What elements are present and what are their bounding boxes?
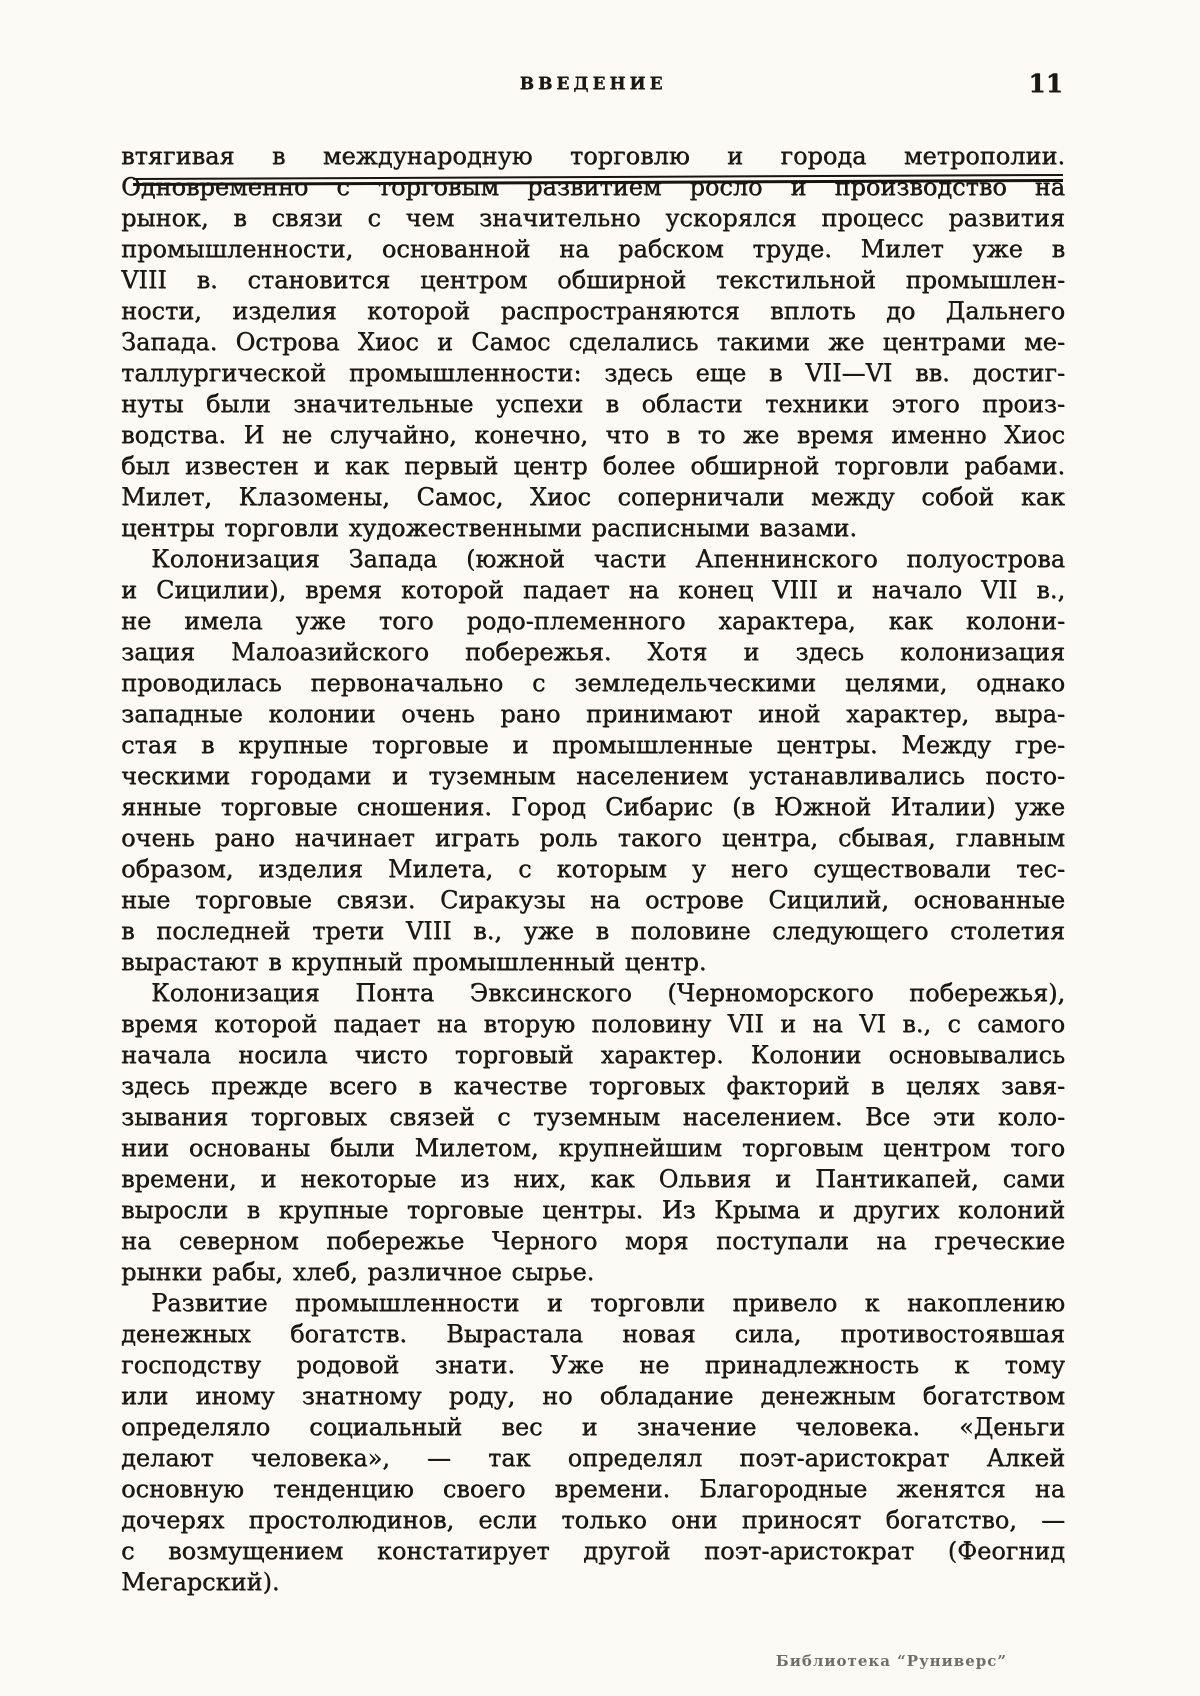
text-line: проводилась первоначально с земледельческими целями, однако — [121, 669, 1065, 697]
text-line: стая в крупные торговые и промышленные центры. Между гре- — [121, 731, 1065, 759]
text-line: рынок, в связи с чем значительно ускорялся процесс развития — [121, 204, 1065, 232]
text-line: VIII в. становится центром обширной текстильной промышлен- — [121, 266, 1065, 294]
text-line: время которой падает на вторую половину VII и на VI в., с самого — [121, 1010, 1065, 1038]
text-line: ности, изделия которой распространяются вплоть до Дальнего — [121, 297, 1065, 325]
page-body — [121, 141, 1065, 1598]
text-line: ческими городами и туземным населением устанавливались посто- — [121, 762, 1065, 790]
text-line: очень рано начинает играть роль такого центра, сбывая, главным — [121, 824, 1065, 852]
text-line: западные колонии очень рано принимают иной характер, выра- — [121, 700, 1065, 728]
text-line: выросли в крупные торговые центры. Из Крыма и других колоний — [121, 1196, 1065, 1224]
text-line: нии основаны были Милетом, крупнейшим торговым центром того — [121, 1134, 1065, 1162]
text-line: на северном побережье Черного моря поступали на греческие — [121, 1227, 1065, 1255]
running-head-title: ВВЕДЕНИЕ — [519, 74, 667, 94]
text-line: времени, и некоторые из них, как Ольвия и Пантикапей, сами — [121, 1165, 1065, 1193]
paragraph-2 — [121, 544, 1065, 978]
text-line: или иному знатному роду, но обладание денежным богатством — [121, 1382, 1065, 1410]
text-line: промышленности, основанной на рабском труде. Милет уже в — [121, 235, 1065, 263]
text-line: центры торговли художественными расписными вазами. — [121, 514, 857, 542]
text-line: нуты были значительные успехи в области техники этого произ- — [121, 390, 1065, 418]
text-line: не имела уже того родо-племенного характера, как колони- — [121, 607, 1065, 635]
paragraph-4 — [121, 1288, 1065, 1598]
text-line: с возмущением констатирует другой поэт-аристократ (Феогнид — [121, 1537, 1065, 1565]
library-watermark: Библиотека “Руниверс” — [775, 1652, 1007, 1670]
text-line: ные торговые связи. Сиракузы на острове Сицилий, основанные — [121, 886, 1065, 914]
text-line: Милет, Клазомены, Самос, Хиос соперничали между собой как — [121, 483, 1065, 511]
text-line: Запада. Острова Хиос и Самос сделались такими же центрами ме- — [121, 328, 1065, 356]
text-line: в последней трети VIII в., уже в половине следующего столетия — [121, 917, 1065, 945]
paragraph-3 — [121, 978, 1065, 1288]
text-line: был известен и как первый центр более обширной торговли рабами. — [121, 452, 1065, 480]
page-number: 11 — [1028, 69, 1063, 98]
text-line: Развитие промышленности и торговли привело к накоплению — [151, 1289, 1065, 1317]
text-line: дочерях простолюдинов, если только они приносят богатство, — — [121, 1506, 1065, 1534]
text-line: основную тенденцию своего времени. Благородные женятся на — [121, 1475, 1065, 1503]
text-line: рынки рабы, хлеб, различное сырье. — [121, 1258, 595, 1286]
text-line: определяло социальный вес и значение человека. «Деньги — [121, 1413, 1065, 1441]
text-line: здесь прежде всего в качестве торговых факторий в целях завя- — [121, 1072, 1065, 1100]
text-line: образом, изделия Милета, с которым у него существовали тес- — [121, 855, 1065, 883]
text-line: янные торговые сношения. Город Сибарис (в Южной Италии) уже — [121, 793, 1065, 821]
text-line: и Сицилии), время которой падает на конец VIII и начало VII в., — [121, 576, 1065, 604]
text-line: втягивая в международную торговлю и города метрополии. — [121, 142, 1065, 170]
text-line: водства. И не случайно, конечно, что в то же время именно Хиос — [121, 421, 1065, 449]
text-line: Мегарский). — [121, 1568, 280, 1596]
text-line: зывания торговых связей с туземным населением. Все эти коло- — [121, 1103, 1065, 1131]
text-line: делают человека», — так определял поэт-аристократ Алкей — [121, 1444, 1065, 1472]
paragraph-1 — [121, 141, 1065, 544]
text-line: таллургической промышленности: здесь еще в VII—VI вв. достиг- — [121, 359, 1065, 387]
text-line: вырастают в крупный промышленный центр. — [121, 948, 707, 976]
page-header — [121, 70, 1065, 98]
text-line: начала носила чисто торговый характер. Колонии основывались — [121, 1041, 1065, 1069]
text-line: Одновременно с торговым развитием росло и производство на — [121, 173, 1065, 201]
text-line: Колонизация Понта Эвксинского (Черноморского побережья), — [151, 979, 1065, 1007]
text-line: зация Малоазийского побережья. Хотя и здесь колонизация — [121, 638, 1065, 666]
text-line: Колонизация Запада (южной части Апеннинского полуострова — [151, 545, 1065, 573]
text-line: господству родовой знати. Уже не принадлежность к тому — [121, 1351, 1065, 1379]
text-line: денежных богатств. Вырастала новая сила, противостоявшая — [121, 1320, 1065, 1348]
